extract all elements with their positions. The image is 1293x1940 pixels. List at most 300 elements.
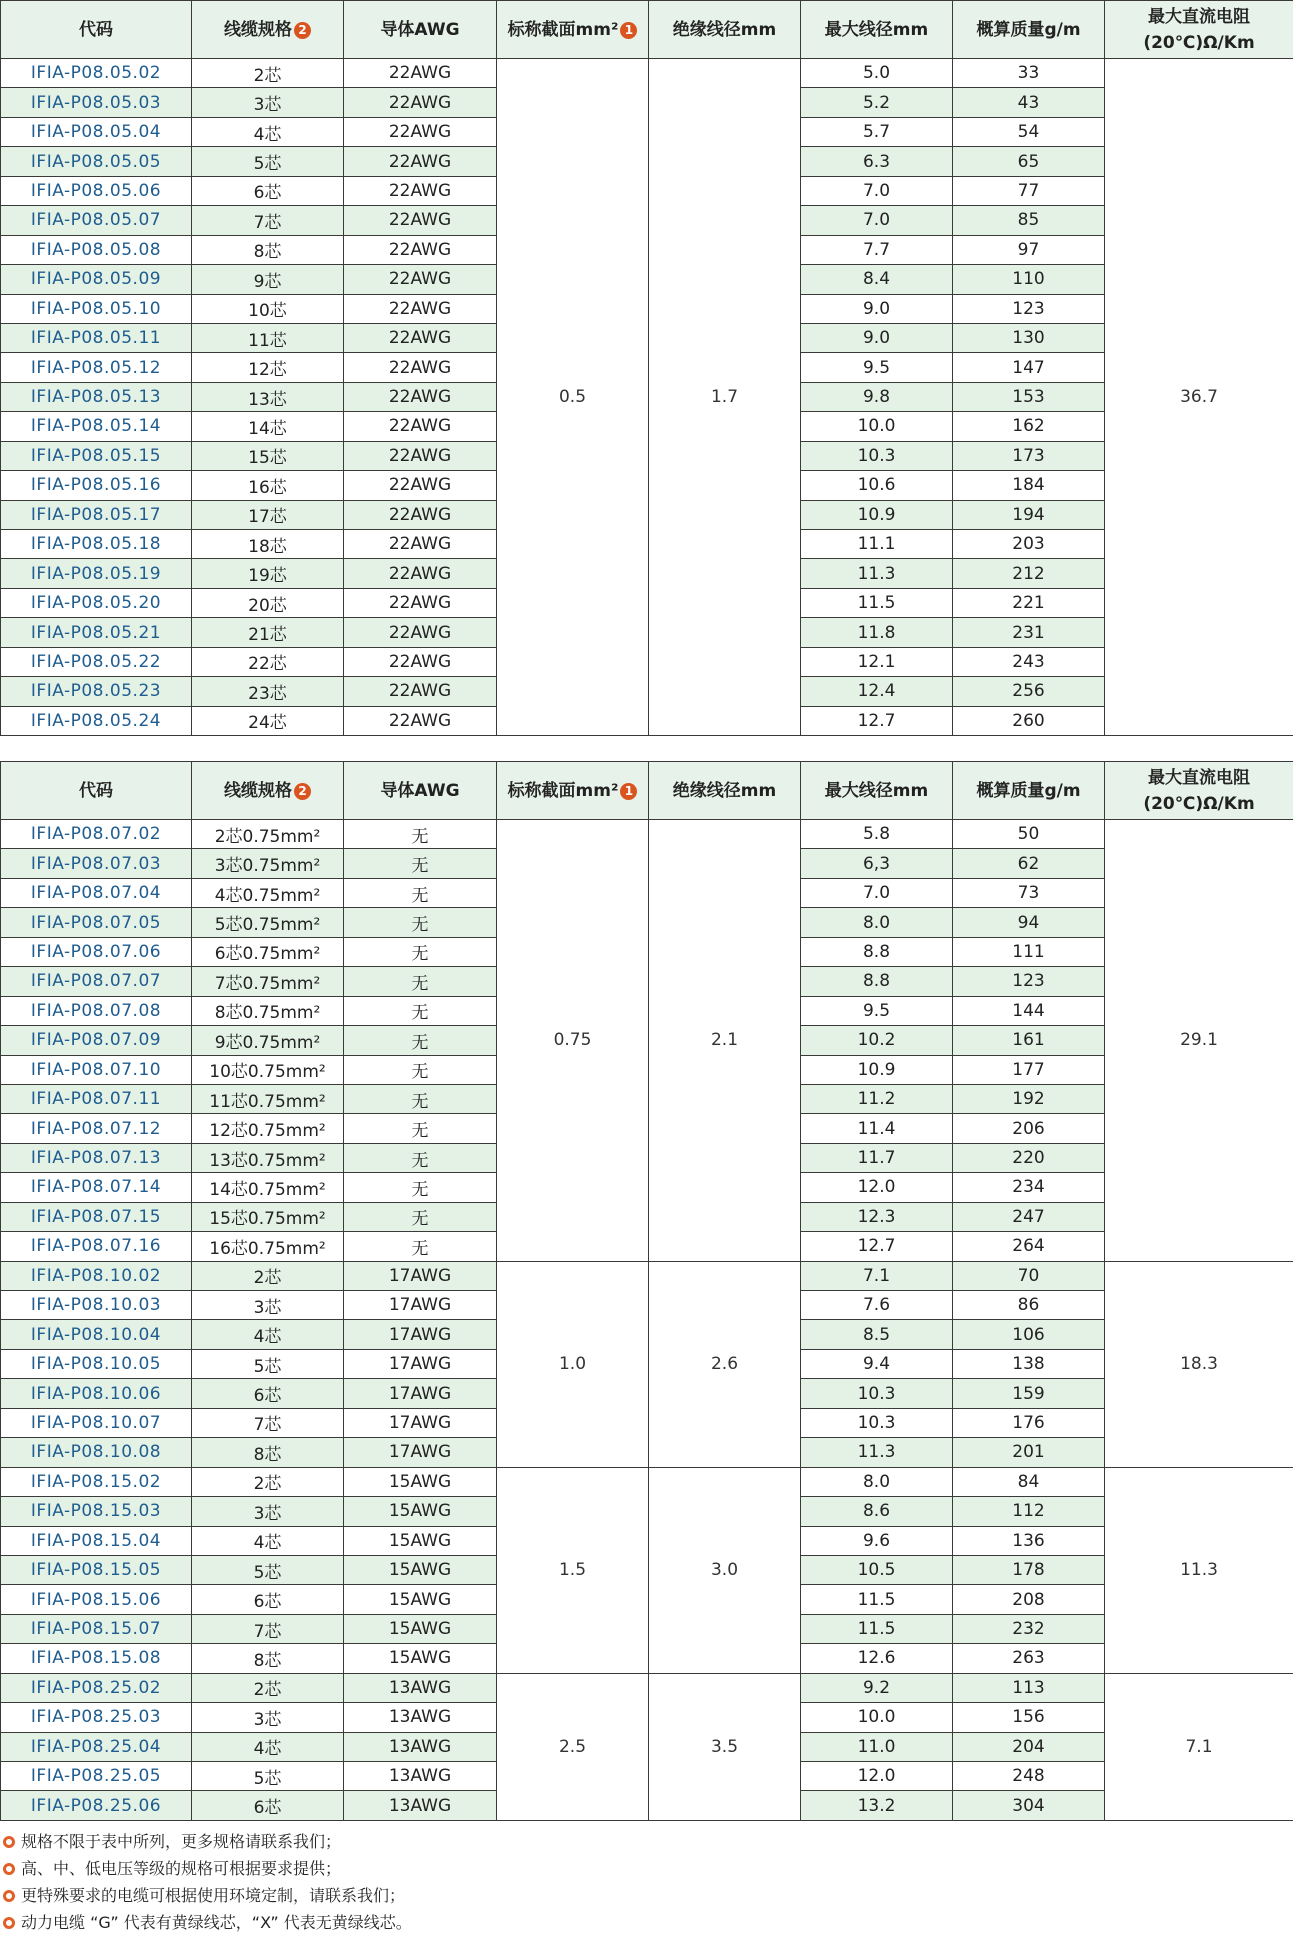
cell-mass: 203 (953, 530, 1105, 559)
cell-max-diameter: 9.8 (801, 382, 953, 411)
cell-spec: 16芯0.75mm² (192, 1232, 344, 1261)
cell-max-diameter: 6,3 (801, 849, 953, 878)
cell-mass: 33 (953, 59, 1105, 88)
cell-mass: 304 (953, 1791, 1105, 1820)
cell-max-diameter: 7.0 (801, 878, 953, 907)
cell-code: IFIA-P08.05.04 (1, 117, 192, 146)
cell-awg: 22AWG (344, 353, 497, 382)
cell-code: IFIA-P08.07.04 (1, 878, 192, 907)
cell-awg: 无 (344, 1084, 497, 1113)
cell-code: IFIA-P08.15.05 (1, 1555, 192, 1584)
cell-code: IFIA-P08.10.06 (1, 1379, 192, 1408)
cell-awg: 22AWG (344, 588, 497, 617)
cell-awg: 22AWG (344, 530, 497, 559)
cell-mass: 260 (953, 706, 1105, 735)
cell-awg: 22AWG (344, 265, 497, 294)
header-area: 标称截面mm² 1 (497, 762, 649, 820)
cell-max-diameter: 12.6 (801, 1644, 953, 1673)
cell-mass: 130 (953, 323, 1105, 352)
cell-max-diameter: 12.3 (801, 1202, 953, 1231)
cell-code: IFIA-P08.05.11 (1, 323, 192, 352)
cell-code: IFIA-P08.05.21 (1, 618, 192, 647)
cell-spec: 2芯 (192, 1261, 344, 1290)
cell-code: IFIA-P08.10.05 (1, 1349, 192, 1378)
cell-mass: 138 (953, 1349, 1105, 1378)
cell-awg: 22AWG (344, 59, 497, 88)
cell-spec: 9芯 (192, 265, 344, 294)
cell-spec: 6芯 (192, 176, 344, 205)
cell-mass: 234 (953, 1173, 1105, 1202)
table-row (1, 820, 1293, 849)
cell-spec: 3芯 (192, 1291, 344, 1320)
cell-max-diameter: 9.5 (801, 353, 953, 382)
cell-spec: 5芯0.75mm² (192, 908, 344, 937)
cell-max-diameter: 11.2 (801, 1084, 953, 1113)
header-code: 代码 (1, 1, 192, 59)
cell-code: IFIA-P08.07.03 (1, 849, 192, 878)
header-resistance (1105, 762, 1293, 820)
cell-max-diameter: 10.3 (801, 1408, 953, 1437)
cell-mass: 111 (953, 937, 1105, 966)
bullet-icon (3, 1890, 15, 1902)
cell-max-diameter: 11.8 (801, 618, 953, 647)
cell-mass: 153 (953, 382, 1105, 411)
cell-max-diameter: 11.5 (801, 1614, 953, 1643)
cell-spec: 6芯 (192, 1379, 344, 1408)
cell-max-diameter: 8.8 (801, 967, 953, 996)
cell-spec: 23芯 (192, 677, 344, 706)
cell-code: IFIA-P08.07.11 (1, 1084, 192, 1113)
header-resistance (1105, 1, 1293, 59)
cell-max-diameter: 8.8 (801, 937, 953, 966)
cell-awg: 17AWG (344, 1349, 497, 1378)
cell-code: IFIA-P08.05.10 (1, 294, 192, 323)
cell-awg: 13AWG (344, 1732, 497, 1761)
cell-spec: 9芯0.75mm² (192, 1026, 344, 1055)
note-item (0, 1828, 1293, 1855)
cell-awg: 22AWG (344, 88, 497, 117)
cell-mass: 84 (953, 1467, 1105, 1496)
cell-mass: 184 (953, 471, 1105, 500)
cell-mass: 77 (953, 176, 1105, 205)
cell-resistance: 11.3 (1105, 1467, 1293, 1673)
cell-max-diameter: 9.2 (801, 1673, 953, 1702)
cell-insulation: 3.5 (649, 1673, 801, 1820)
cell-spec: 4芯0.75mm² (192, 878, 344, 907)
cell-mass: 256 (953, 677, 1105, 706)
cell-awg: 15AWG (344, 1555, 497, 1584)
header-resistance-label: 最大直流电阻 (1148, 767, 1250, 788)
cell-spec: 3芯 (192, 1703, 344, 1732)
cell-insulation: 1.7 (649, 59, 801, 736)
cell-mass: 247 (953, 1202, 1105, 1231)
cell-code: IFIA-P08.10.03 (1, 1291, 192, 1320)
cell-mass: 178 (953, 1555, 1105, 1584)
cell-max-diameter: 11.4 (801, 1114, 953, 1143)
cell-resistance: 18.3 (1105, 1261, 1293, 1467)
cell-mass: 159 (953, 1379, 1105, 1408)
cell-mass: 97 (953, 235, 1105, 264)
cell-spec: 8芯 (192, 235, 344, 264)
cell-awg: 22AWG (344, 471, 497, 500)
cell-max-diameter: 8.5 (801, 1320, 953, 1349)
cell-spec: 6芯 (192, 1585, 344, 1614)
cell-area: 1.5 (497, 1467, 649, 1673)
cell-code: IFIA-P08.05.12 (1, 353, 192, 382)
cell-spec: 4芯 (192, 1732, 344, 1761)
cell-awg: 13AWG (344, 1673, 497, 1702)
cell-code: IFIA-P08.05.03 (1, 88, 192, 117)
cell-max-diameter: 10.3 (801, 441, 953, 470)
cell-awg: 17AWG (344, 1291, 497, 1320)
cell-code: IFIA-P08.25.05 (1, 1762, 192, 1791)
cell-awg: 13AWG (344, 1762, 497, 1791)
cell-mass: 54 (953, 117, 1105, 146)
note-text: 更特殊要求的电缆可根据使用环境定制，请联系我们； (21, 1886, 406, 1905)
cell-spec: 19芯 (192, 559, 344, 588)
cell-mass: 204 (953, 1732, 1105, 1761)
cell-mass: 264 (953, 1232, 1105, 1261)
table-row (1, 1261, 1293, 1290)
cell-mass: 73 (953, 878, 1105, 907)
cell-mass: 62 (953, 849, 1105, 878)
cell-max-diameter: 11.1 (801, 530, 953, 559)
cell-spec: 12芯 (192, 353, 344, 382)
cell-mass: 220 (953, 1143, 1105, 1172)
cell-mass: 192 (953, 1084, 1105, 1113)
cell-awg: 无 (344, 1173, 497, 1202)
cell-spec: 12芯0.75mm² (192, 1114, 344, 1143)
cell-mass: 263 (953, 1644, 1105, 1673)
cell-mass: 161 (953, 1026, 1105, 1055)
cell-code: IFIA-P08.10.07 (1, 1408, 192, 1437)
cell-spec: 13芯 (192, 382, 344, 411)
cell-awg: 22AWG (344, 206, 497, 235)
cell-max-diameter: 10.9 (801, 500, 953, 529)
cell-mass: 85 (953, 206, 1105, 235)
cell-awg: 22AWG (344, 117, 497, 146)
cell-code: IFIA-P08.15.07 (1, 1614, 192, 1643)
footnote-badge-1: 1 (620, 783, 637, 800)
cell-spec: 24芯 (192, 706, 344, 735)
cell-awg: 15AWG (344, 1497, 497, 1526)
cell-mass: 144 (953, 996, 1105, 1025)
cell-mass: 248 (953, 1762, 1105, 1791)
header-spec: 线缆规格 2 (192, 762, 344, 820)
cell-code: IFIA-P08.07.16 (1, 1232, 192, 1261)
note-text: 高、中、低电压等级的规格可根据要求提供； (21, 1859, 342, 1878)
cell-spec: 5芯 (192, 1349, 344, 1378)
cell-code: IFIA-P08.05.15 (1, 441, 192, 470)
cell-mass: 65 (953, 147, 1105, 176)
cell-max-diameter: 12.1 (801, 647, 953, 676)
table-row (1, 59, 1293, 88)
cell-mass: 162 (953, 412, 1105, 441)
cell-code: IFIA-P08.05.24 (1, 706, 192, 735)
cell-insulation: 2.6 (649, 1261, 801, 1467)
cell-mass: 112 (953, 1497, 1105, 1526)
note-text: 动力电缆 “G” 代表有黄绿线芯，“X” 代表无黄绿线芯。 (21, 1913, 412, 1932)
cell-awg: 无 (344, 1202, 497, 1231)
cell-code: IFIA-P08.10.08 (1, 1438, 192, 1467)
cell-max-diameter: 12.7 (801, 706, 953, 735)
cell-awg: 无 (344, 1026, 497, 1055)
cell-awg: 13AWG (344, 1791, 497, 1820)
cell-code: IFIA-P08.05.08 (1, 235, 192, 264)
cell-mass: 206 (953, 1114, 1105, 1143)
cell-awg: 无 (344, 996, 497, 1025)
cell-max-diameter: 6.3 (801, 147, 953, 176)
cell-code: IFIA-P08.15.08 (1, 1644, 192, 1673)
cell-max-diameter: 7.7 (801, 235, 953, 264)
cell-code: IFIA-P08.10.04 (1, 1320, 192, 1349)
cell-max-diameter: 5.8 (801, 820, 953, 849)
cell-max-diameter: 7.0 (801, 176, 953, 205)
cell-awg: 22AWG (344, 147, 497, 176)
cell-max-diameter: 10.0 (801, 1703, 953, 1732)
cell-awg: 13AWG (344, 1703, 497, 1732)
cell-code: IFIA-P08.07.14 (1, 1173, 192, 1202)
cell-spec: 4芯 (192, 117, 344, 146)
cell-max-diameter: 10.9 (801, 1055, 953, 1084)
cell-code: IFIA-P08.07.02 (1, 820, 192, 849)
header-row (1, 762, 1293, 820)
cell-code: IFIA-P08.07.05 (1, 908, 192, 937)
cell-mass: 201 (953, 1438, 1105, 1467)
header-area: 标称截面mm² 1 (497, 1, 649, 59)
cell-awg: 无 (344, 820, 497, 849)
header-resistance-unit: (20℃)Ω/Km (1143, 793, 1255, 814)
cell-insulation: 3.0 (649, 1467, 801, 1673)
cell-awg: 17AWG (344, 1320, 497, 1349)
cell-awg: 无 (344, 1055, 497, 1084)
cell-max-diameter: 12.0 (801, 1173, 953, 1202)
cell-spec: 21芯 (192, 618, 344, 647)
cable-spec-table-1 (0, 0, 1293, 736)
cell-max-diameter: 11.3 (801, 559, 953, 588)
cell-code: IFIA-P08.07.15 (1, 1202, 192, 1231)
cell-max-diameter: 12.0 (801, 1762, 953, 1791)
cell-spec: 5芯 (192, 147, 344, 176)
cell-mass: 176 (953, 1408, 1105, 1437)
bullet-icon (3, 1836, 15, 1848)
cell-spec: 8芯0.75mm² (192, 996, 344, 1025)
cell-code: IFIA-P08.25.02 (1, 1673, 192, 1702)
cell-max-diameter: 5.2 (801, 88, 953, 117)
table-row (1, 1673, 1293, 1702)
cell-code: IFIA-P08.05.09 (1, 265, 192, 294)
note-item (0, 1855, 1293, 1882)
cell-awg: 22AWG (344, 677, 497, 706)
header-insulation: 绝缘线径mm (649, 1, 801, 59)
cell-code: IFIA-P08.15.03 (1, 1497, 192, 1526)
footnote-badge-2: 2 (294, 783, 311, 800)
cell-code: IFIA-P08.05.22 (1, 647, 192, 676)
cell-mass: 147 (953, 353, 1105, 382)
header-awg: 导体AWG (344, 762, 497, 820)
cell-code: IFIA-P08.05.19 (1, 559, 192, 588)
cell-mass: 70 (953, 1261, 1105, 1290)
cell-area: 0.75 (497, 820, 649, 1262)
header-mass: 概算质量g/m (953, 1, 1105, 59)
note-item (0, 1909, 1293, 1936)
header-row (1, 1, 1293, 59)
cell-spec: 11芯0.75mm² (192, 1084, 344, 1113)
cell-awg: 22AWG (344, 323, 497, 352)
cell-code: IFIA-P08.05.02 (1, 59, 192, 88)
cell-mass: 94 (953, 908, 1105, 937)
cell-code: IFIA-P08.07.10 (1, 1055, 192, 1084)
cell-mass: 221 (953, 588, 1105, 617)
cell-spec: 6芯 (192, 1791, 344, 1820)
cable-spec-table-2 (0, 761, 1293, 1821)
cell-spec: 2芯 (192, 1673, 344, 1702)
cell-awg: 15AWG (344, 1467, 497, 1496)
cell-spec: 8芯 (192, 1438, 344, 1467)
cell-spec: 2芯0.75mm² (192, 820, 344, 849)
cell-max-diameter: 9.0 (801, 294, 953, 323)
cell-max-diameter: 8.0 (801, 1467, 953, 1496)
cell-area: 0.5 (497, 59, 649, 736)
cell-spec: 2芯 (192, 1467, 344, 1496)
cell-spec: 7芯0.75mm² (192, 967, 344, 996)
cell-max-diameter: 10.3 (801, 1379, 953, 1408)
header-max-diameter: 最大线径mm (801, 762, 953, 820)
footnote-badge-2: 2 (294, 22, 311, 39)
note-item (0, 1882, 1293, 1909)
cell-code: IFIA-P08.05.06 (1, 176, 192, 205)
header-spec: 线缆规格 2 (192, 1, 344, 59)
cell-area: 2.5 (497, 1673, 649, 1820)
cell-max-diameter: 11.5 (801, 1585, 953, 1614)
cell-max-diameter: 11.0 (801, 1732, 953, 1761)
cell-spec: 10芯0.75mm² (192, 1055, 344, 1084)
cell-spec: 17芯 (192, 500, 344, 529)
cell-awg: 无 (344, 967, 497, 996)
cell-awg: 22AWG (344, 647, 497, 676)
cell-resistance: 29.1 (1105, 820, 1293, 1262)
cell-spec: 3芯 (192, 88, 344, 117)
cell-awg: 22AWG (344, 441, 497, 470)
cell-awg: 22AWG (344, 559, 497, 588)
cell-awg: 17AWG (344, 1438, 497, 1467)
cell-awg: 无 (344, 849, 497, 878)
cell-code: IFIA-P08.07.13 (1, 1143, 192, 1172)
cell-resistance: 36.7 (1105, 59, 1293, 736)
cell-spec: 14芯 (192, 412, 344, 441)
cell-mass: 123 (953, 294, 1105, 323)
cell-code: IFIA-P08.07.09 (1, 1026, 192, 1055)
cell-max-diameter: 7.1 (801, 1261, 953, 1290)
cell-mass: 243 (953, 647, 1105, 676)
cell-awg: 无 (344, 878, 497, 907)
cell-max-diameter: 12.4 (801, 677, 953, 706)
table-row (1, 1467, 1293, 1496)
cell-code: IFIA-P08.05.17 (1, 500, 192, 529)
cell-spec: 7芯 (192, 1408, 344, 1437)
cell-code: IFIA-P08.05.20 (1, 588, 192, 617)
cell-awg: 无 (344, 1114, 497, 1143)
header-resistance-label: 最大直流电阻 (1148, 6, 1250, 27)
cell-awg: 22AWG (344, 294, 497, 323)
cell-code: IFIA-P08.25.06 (1, 1791, 192, 1820)
cell-mass: 113 (953, 1673, 1105, 1702)
cell-awg: 22AWG (344, 706, 497, 735)
cell-code: IFIA-P08.25.03 (1, 1703, 192, 1732)
cell-max-diameter: 13.2 (801, 1791, 953, 1820)
cell-awg: 无 (344, 1143, 497, 1172)
cell-mass: 156 (953, 1703, 1105, 1732)
cell-spec: 13芯0.75mm² (192, 1143, 344, 1172)
cell-spec: 4芯 (192, 1320, 344, 1349)
notes-list (0, 1828, 1293, 1936)
cell-awg: 15AWG (344, 1585, 497, 1614)
cell-max-diameter: 12.7 (801, 1232, 953, 1261)
cell-code: IFIA-P08.05.07 (1, 206, 192, 235)
cell-max-diameter: 7.6 (801, 1291, 953, 1320)
cell-max-diameter: 11.7 (801, 1143, 953, 1172)
cell-max-diameter: 9.4 (801, 1349, 953, 1378)
cell-code: IFIA-P08.15.06 (1, 1585, 192, 1614)
cell-code: IFIA-P08.05.16 (1, 471, 192, 500)
cell-spec: 18芯 (192, 530, 344, 559)
cell-mass: 50 (953, 820, 1105, 849)
cell-mass: 123 (953, 967, 1105, 996)
cell-code: IFIA-P08.15.02 (1, 1467, 192, 1496)
cell-spec: 11芯 (192, 323, 344, 352)
cell-mass: 136 (953, 1526, 1105, 1555)
cell-code: IFIA-P08.07.12 (1, 1114, 192, 1143)
cell-code: IFIA-P08.05.13 (1, 382, 192, 411)
cell-awg: 22AWG (344, 618, 497, 647)
cell-awg: 17AWG (344, 1261, 497, 1290)
cell-mass: 86 (953, 1291, 1105, 1320)
cell-mass: 43 (953, 88, 1105, 117)
cell-code: IFIA-P08.15.04 (1, 1526, 192, 1555)
cell-awg: 17AWG (344, 1408, 497, 1437)
cell-spec: 3芯0.75mm² (192, 849, 344, 878)
cell-code: IFIA-P08.10.02 (1, 1261, 192, 1290)
cell-spec: 8芯 (192, 1644, 344, 1673)
cell-spec: 2芯 (192, 59, 344, 88)
header-mass: 概算质量g/m (953, 762, 1105, 820)
cell-awg: 15AWG (344, 1614, 497, 1643)
cell-spec: 14芯0.75mm² (192, 1173, 344, 1202)
cell-awg: 无 (344, 1232, 497, 1261)
cell-mass: 106 (953, 1320, 1105, 1349)
header-code: 代码 (1, 762, 192, 820)
cell-spec: 4芯 (192, 1526, 344, 1555)
cell-max-diameter: 11.3 (801, 1438, 953, 1467)
cell-spec: 15芯 (192, 441, 344, 470)
cell-mass: 232 (953, 1614, 1105, 1643)
cell-code: IFIA-P08.05.23 (1, 677, 192, 706)
cell-spec: 10芯 (192, 294, 344, 323)
cell-max-diameter: 10.5 (801, 1555, 953, 1584)
cell-awg: 15AWG (344, 1526, 497, 1555)
cell-max-diameter: 11.5 (801, 588, 953, 617)
cell-max-diameter: 5.7 (801, 117, 953, 146)
cell-spec: 5芯 (192, 1555, 344, 1584)
cell-mass: 173 (953, 441, 1105, 470)
header-insulation: 绝缘线径mm (649, 762, 801, 820)
cell-code: IFIA-P08.07.06 (1, 937, 192, 966)
header-max-diameter: 最大线径mm (801, 1, 953, 59)
cell-mass: 231 (953, 618, 1105, 647)
cell-spec: 22芯 (192, 647, 344, 676)
bullet-icon (3, 1917, 15, 1929)
cell-code: IFIA-P08.05.14 (1, 412, 192, 441)
